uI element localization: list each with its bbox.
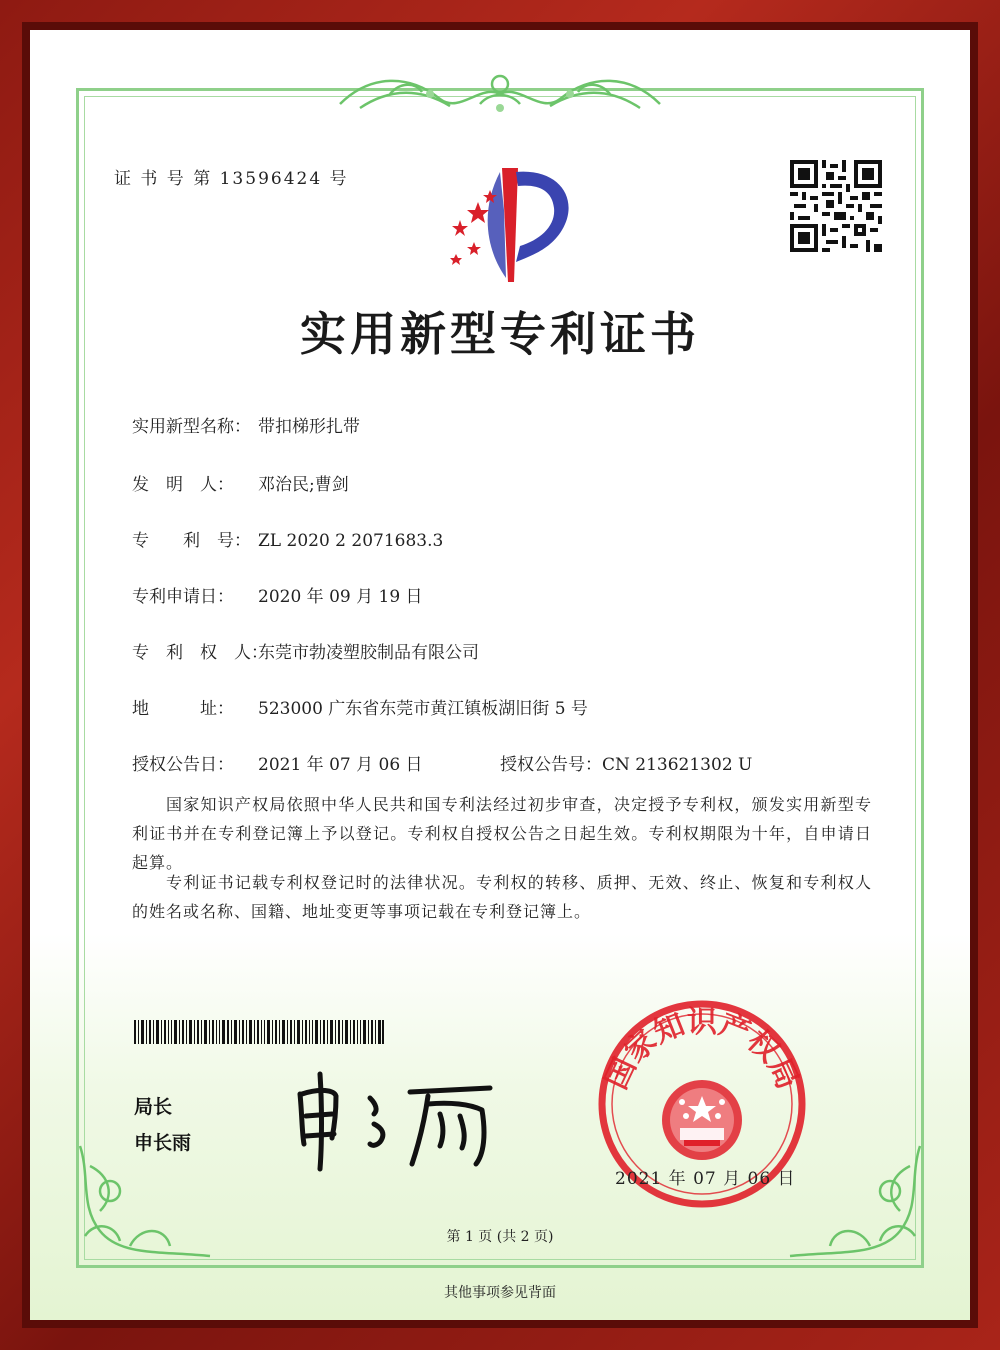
field-inventor — [132, 470, 349, 495]
field-value: 邓治民;曹剑 — [258, 475, 349, 495]
field-address — [132, 694, 588, 719]
field-value: 2020 年 09 月 19 日 — [258, 587, 423, 607]
field-label: 专利申请日： — [132, 587, 234, 607]
corner-ornament-left-icon — [70, 1136, 220, 1266]
page-number: 第 1 页 (共 2 页) — [446, 1229, 554, 1245]
field-utility-model-name — [132, 412, 360, 437]
field-value: 带扣梯形扎带 — [258, 417, 360, 437]
certificate-title: 实用新型专利证书 — [300, 307, 700, 361]
field-application-date — [132, 582, 423, 607]
field-label: 授权公告日： — [132, 755, 234, 775]
field-value: 523000 广东省东莞市黄江镇板湖旧街 5 号 — [258, 699, 588, 719]
qr-code-icon — [790, 160, 882, 252]
director-name: 申长雨 — [134, 1132, 192, 1154]
field-label: 授权公告号： — [500, 755, 602, 775]
barcode-icon — [134, 1020, 384, 1044]
field-value: 东莞市勃凌塑胶制品有限公司 — [258, 643, 479, 663]
field-label: 发 明 人： — [132, 475, 234, 495]
field-value: 2021 年 07 月 06 日 — [258, 755, 423, 775]
back-note: 其他事项参见背面 — [444, 1285, 556, 1301]
certificate-number: 证 书 号 第 13596424 号 — [114, 169, 349, 189]
certificate-paper — [30, 30, 970, 1320]
field-value: CN 213621302 U — [602, 755, 753, 775]
field-label: 专 利 权 人： — [132, 643, 268, 663]
seal-text: 国家知识产权局 — [598, 1005, 806, 1095]
field-patent-number — [132, 526, 443, 551]
field-label: 地 址： — [132, 699, 234, 719]
field-patentee — [132, 638, 479, 663]
top-ornament-icon — [330, 64, 670, 120]
seal-date: 2021 年 07 月 06 日 — [615, 1169, 796, 1189]
field-label: 专 利 号： — [132, 531, 251, 551]
field-value: ZL 2020 2 2071683.3 — [258, 531, 444, 551]
legal-paragraph-1: 国家知识产权局依照中华人民共和国专利法经过初步审查，决定授予专利权，颁发实用新型专利证书并在专利登记簿上予以登记。专利权自授权公告之日起生效。专利权期限为十年，自申请日起算。 — [132, 795, 872, 872]
legal-paragraph-2: 专利证书记载专利权登记时的法律状况。专利权的转移、质押、无效、终止、恢复和专利权人的姓名或名称、国籍、地址变更等事项记载在专利登记簿上。 — [132, 873, 872, 921]
director-title: 局长 — [134, 1096, 173, 1118]
field-label: 实用新型名称： — [132, 417, 251, 437]
director-signature — [290, 1064, 510, 1174]
field-grant-announcement-number — [500, 750, 752, 775]
field-grant-announcement-date — [132, 750, 423, 775]
cnipa-emblem-icon — [430, 150, 590, 290]
national-emblem-icon — [662, 1080, 742, 1160]
